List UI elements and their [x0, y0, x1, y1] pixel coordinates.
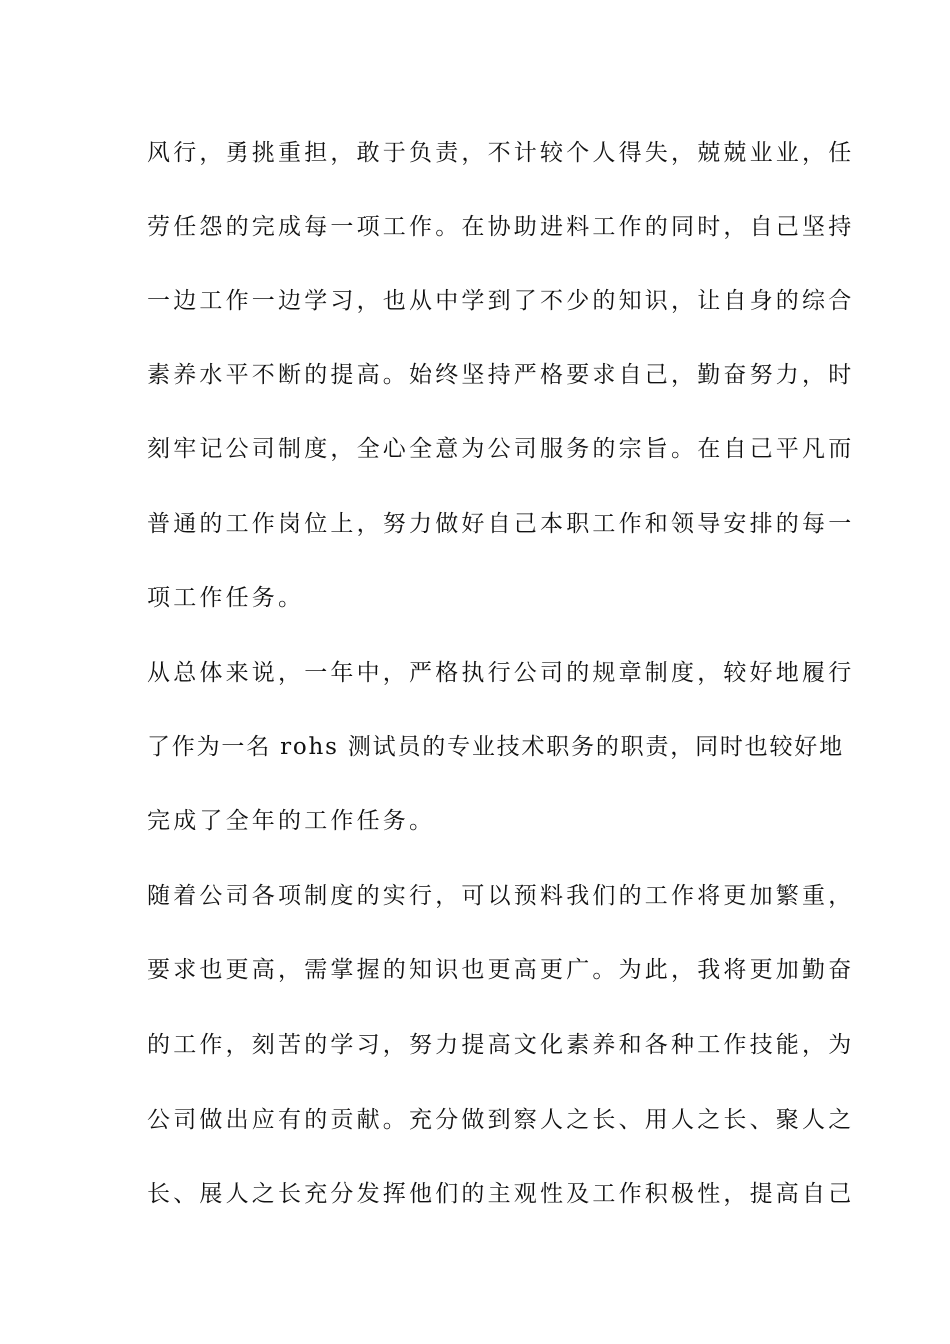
text-line: 从总体来说，一年中，严格执行公司的规章制度，较好地履行 — [147, 660, 855, 686]
text-line: 素养水平不断的提高。始终坚持严格要求自己，勤奋努力，时 — [147, 362, 855, 388]
text-line: 了作为一名 rohs 测试员的专业技术职务的职责，同时也较好地 — [147, 734, 844, 760]
text-line: 的工作，刻苦的学习，努力提高文化素养和各种工作技能，为 — [147, 1032, 855, 1058]
text-line: 普通的工作岗位上，努力做好自己本职工作和领导安排的每一 — [147, 511, 855, 537]
text-line: 风行，勇挑重担，敢于负责，不计较个人得失，兢兢业业，任 — [147, 140, 855, 166]
text-line: 完成了全年的工作任务。 — [147, 808, 436, 834]
text-line: 一边工作一边学习，也从中学到了不少的知识，让自身的综合 — [147, 288, 855, 314]
text-line: 项工作任务。 — [147, 585, 305, 611]
text-line: 随着公司各项制度的实行，可以预料我们的工作将更加繁重， — [147, 883, 855, 909]
text-line: 劳任怨的完成每一项工作。在协助进料工作的同时，自己坚持 — [147, 214, 855, 240]
text-line: 要求也更高，需掌握的知识也更高更广。为此，我将更加勤奋 — [147, 957, 855, 983]
text-line: 长、展人之长充分发挥他们的主观性及工作积极性，提高自己 — [147, 1181, 855, 1207]
text-line: 公司做出应有的贡献。充分做到察人之长、用人之长、聚人之 — [147, 1107, 855, 1133]
text-line: 刻牢记公司制度，全心全意为公司服务的宗旨。在自己平凡而 — [147, 436, 855, 462]
